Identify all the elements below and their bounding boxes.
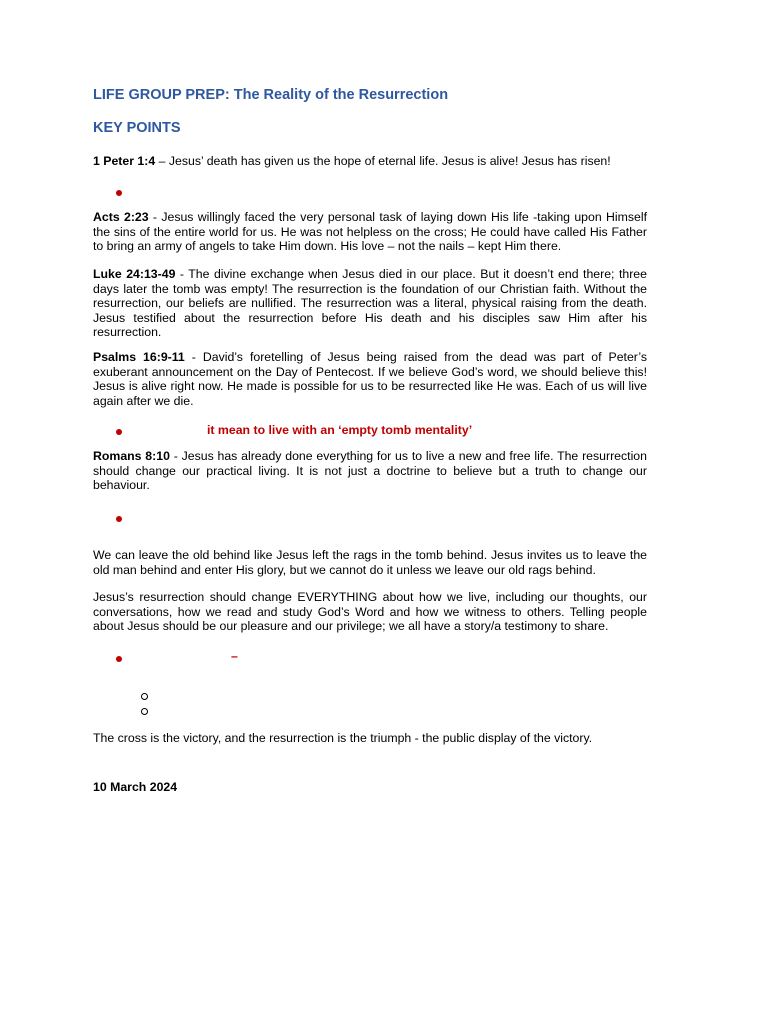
document-date: 10 March 2024 [93, 780, 178, 794]
bullet-text: it mean to live with an ‘empty tomb mentality’ [207, 423, 473, 437]
key-points-heading: KEY POINTS [93, 120, 181, 136]
bullet-icon [116, 656, 122, 662]
sub-bullet-circle-icon [141, 708, 148, 715]
paragraph-romans [93, 449, 647, 493]
scripture-ref: Acts 2:23 [93, 210, 149, 224]
paragraph-text: - Jesus willingly faced the very personal task of laying down His life -taking upon Himself the sins of the entire world for us. He was not helpless on the cross; He could have called His Father to bring an army of angels to take Him down. His love – not the nails – kept Him there. [93, 210, 647, 254]
paragraph-old-behind: We can leave the old behind like Jesus left the rags in the tomb behind. Jesus invites us to leave the old man behind and enter His glory, but we cannot do it unless we leave our old rags behind. [93, 548, 647, 577]
paragraph-psalms [93, 350, 647, 408]
paragraph-victory: The cross is the victory, and the resurrection is the triumph - the public display of the victory. [93, 731, 593, 745]
bullet-icon [116, 516, 122, 522]
paragraph-luke [93, 267, 647, 340]
bullet-dash: – [231, 649, 238, 663]
bullet-item-1 [116, 185, 122, 199]
bullet-icon [116, 429, 122, 435]
paragraph-text: – Jesus’ death has given us the hope of eternal life. Jesus is alive! Jesus has risen! [155, 154, 611, 168]
scripture-ref: Luke 24:13-49 [93, 267, 176, 281]
scripture-ref: 1 Peter 1:4 [93, 154, 156, 168]
bullet-icon [116, 190, 122, 196]
paragraph-change-everything: Jesus’s resurrection should change EVERYTHING about how we live, including our thoughts, our conversations, how we read and study God’s Word and how we witness to others. Telling people about Jesus should be our pleasure and our privilege; we all have a story/a testimony to share. [93, 590, 647, 634]
paragraph-text: - Jesus has already done everything for us to live a new and free life. The resurrection should change our practical living. It is not just a doctrine to believe but a truth to change our behaviour. [93, 449, 647, 493]
sub-bullet-circle-icon [141, 693, 148, 700]
bullet-item-2 [116, 423, 473, 438]
paragraph-acts [93, 210, 647, 254]
paragraph-text: - The divine exchange when Jesus died in our place. But it doesn’t end there; three days later the tomb was empty! The resurrection is the foundation of our Christian faith. Without the resurrection, our beliefs are nullified. The resurrection was a literal, physical raising from the death. Jesus testified about the resurrection before His death and his disciples saw Him after his resurrection. [93, 267, 647, 340]
paragraph-1-peter [93, 154, 647, 169]
bullet-item-3 [116, 511, 122, 525]
bullet-item-4 [116, 649, 238, 665]
paragraph-text: - David’s foretelling of Jesus being raised from the dead was part of Peter’s exuberant announcement on the Day of Pentecost. If we believe God’s word, we should believe this! Jesus is alive right now. He made is possible for us to be resurrected like He was. Each of us will live again after we die. [93, 350, 647, 408]
document-title: LIFE GROUP PREP: The Reality of the Resurrection [93, 87, 449, 103]
scripture-ref: Romans 8:10 [93, 449, 170, 463]
scripture-ref: Psalms 16:9-11 [93, 350, 185, 364]
